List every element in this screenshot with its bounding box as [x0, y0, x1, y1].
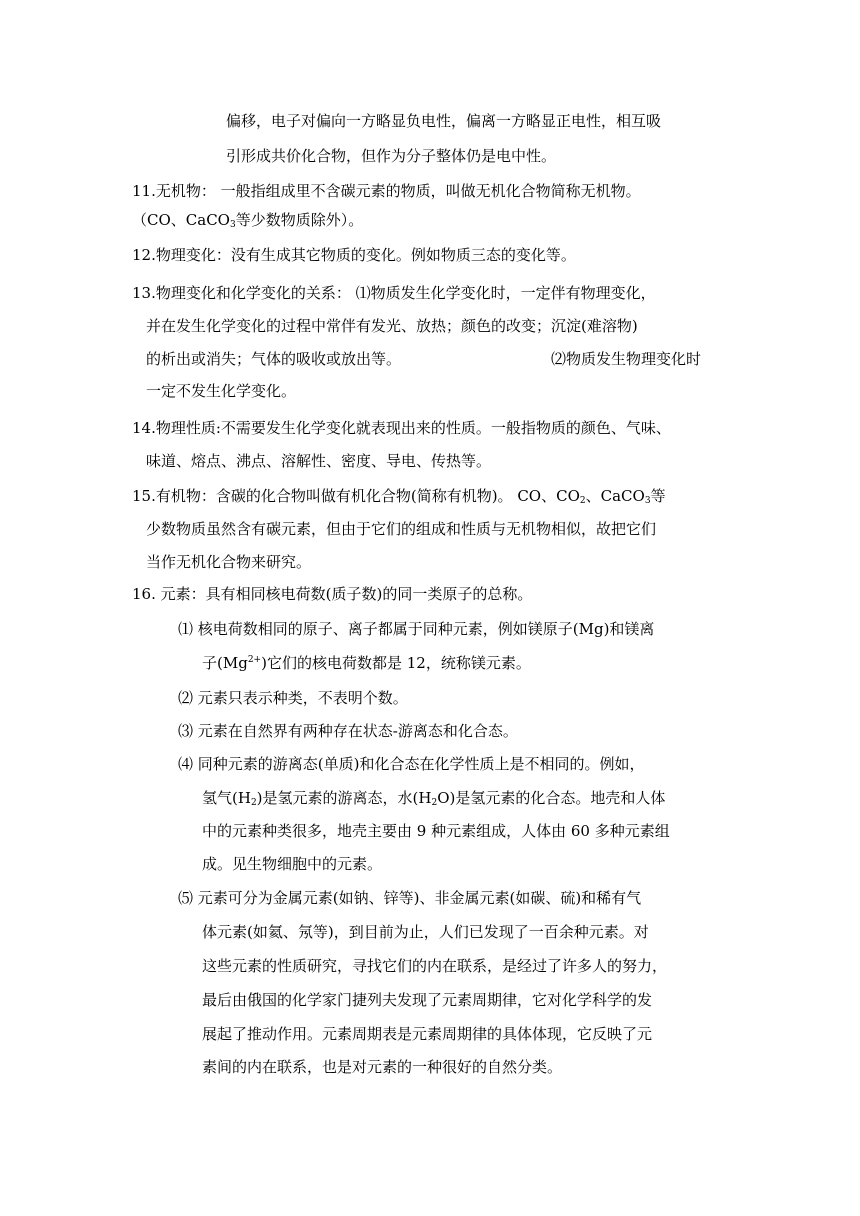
- text-segment: 等: [650, 487, 666, 505]
- text-line: 展起了推动作用。元素周期表是元素周期律的具体体现，它反映了元: [202, 1025, 653, 1043]
- text-line: 偏移，电子对偏向一方略显负电性，偏离一方略显正电性，相互吸: [226, 112, 662, 130]
- text-line: 中的元素种类很多，地壳主要由 9 种元素组成，人体由 60 多种元素组: [202, 822, 670, 840]
- text-segment: 氢气(H: [202, 789, 251, 807]
- text-line: 素间的内在联系，也是对元素的一种很好的自然分类。: [202, 1058, 563, 1076]
- text-line: 体元素(如氦、氖等)，到目前为止，人们已发现了一百余种元素。对: [202, 923, 649, 941]
- text-line: 最后由俄国的化学家门捷列夫发现了元素周期律，它对化学科学的发: [202, 991, 653, 1009]
- subscript: 2: [579, 496, 586, 506]
- text-line: [202, 652, 531, 674]
- subitem-1-line: ⑴ 核电荷数相同的原子、离子都属于同种元素，例如镁原子(Mg)和镁离: [178, 620, 655, 638]
- text-line: 的析出或消失；气体的吸收或放出等。: [146, 350, 402, 368]
- subitem-3-line: ⑶ 元素在自然界有两种存在状态-游离态和化合态。: [178, 722, 518, 740]
- subitem-4-line: ⑷ 同种元素的游离态(单质)和化合态在化学性质上是不相同的。例如，: [178, 755, 645, 773]
- item-11-line: 11.无机物： 一般指组成里不含碳元素的物质，叫做无机化合物简称无机物。: [132, 182, 641, 200]
- text-line: 味道、熔点、沸点、溶解性、密度、导电、传热等。: [146, 452, 492, 470]
- subscript: 2: [431, 798, 438, 808]
- item-15-line: [132, 485, 666, 507]
- superscript: 2+: [247, 655, 262, 665]
- text-segment: 子(Mg: [202, 654, 248, 672]
- item-14-line: 14.物理性质:不需要发生化学变化就表现出来的性质。一般指物质的颜色、气味、: [132, 419, 671, 437]
- text-line: [132, 209, 363, 231]
- text-segment: 等少数物质除外）。: [235, 211, 364, 229]
- text-segment: 15.有机物：含碳的化合物叫做有机化合物(简称有机物)。 CO、CO: [132, 487, 580, 505]
- text-segment: O)是氢元素的化合态。地壳和人体: [437, 789, 666, 807]
- text-line: 这些元素的性质研究，寻找它们的内在联系，是经过了许多人的努力，: [202, 957, 668, 975]
- subscript: 3: [644, 496, 651, 506]
- subscript: 3: [229, 220, 236, 230]
- text-line: 少数物质虽然含有碳元素，但由于它们的组成和性质与无机物相似，故把它们: [146, 520, 657, 538]
- text-line: 当作无机化合物来研究。: [146, 553, 312, 571]
- text-line: [202, 787, 665, 809]
- item-13-line: 13.物理变化和化学变化的关系： ⑴物质发生化学变化时，一定伴有物理变化，: [132, 284, 656, 302]
- text-line: 成。见生物细胞中的元素。: [202, 855, 383, 873]
- text-segment: )它们的核电荷数都是 12，统称镁元素。: [261, 654, 531, 672]
- text-line: 一定不发生化学变化。: [146, 382, 297, 400]
- item-16-line: 16. 元素：具有相同核电荷数(质子数)的同一类原子的总称。: [132, 585, 533, 603]
- text-segment: 、CaCO: [585, 487, 645, 505]
- subitem-2-line: ⑵ 元素只表示种类，不表明个数。: [178, 689, 408, 707]
- text-segment: （CO、CaCO: [132, 211, 230, 229]
- text-line: 引形成共价化合物，但作为分子整体仍是电中性。: [226, 147, 557, 165]
- text-line: 并在发生化学变化的过程中常伴有发光、放热；颜色的改变；沉淀(难溶物): [146, 317, 638, 335]
- text-segment: )是氢元素的游离态，水(H: [256, 789, 432, 807]
- item-12-line: 12.物理变化：没有生成其它物质的变化。例如物质三态的变化等。: [132, 246, 576, 264]
- subitem-5-line: ⑸ 元素可分为金属元素(如钠、锌等)、非金属元素(如碳、硫)和稀有气: [178, 889, 642, 907]
- subscript: 2: [250, 798, 257, 808]
- text-line: ⑵物质发生物理变化时: [551, 350, 702, 368]
